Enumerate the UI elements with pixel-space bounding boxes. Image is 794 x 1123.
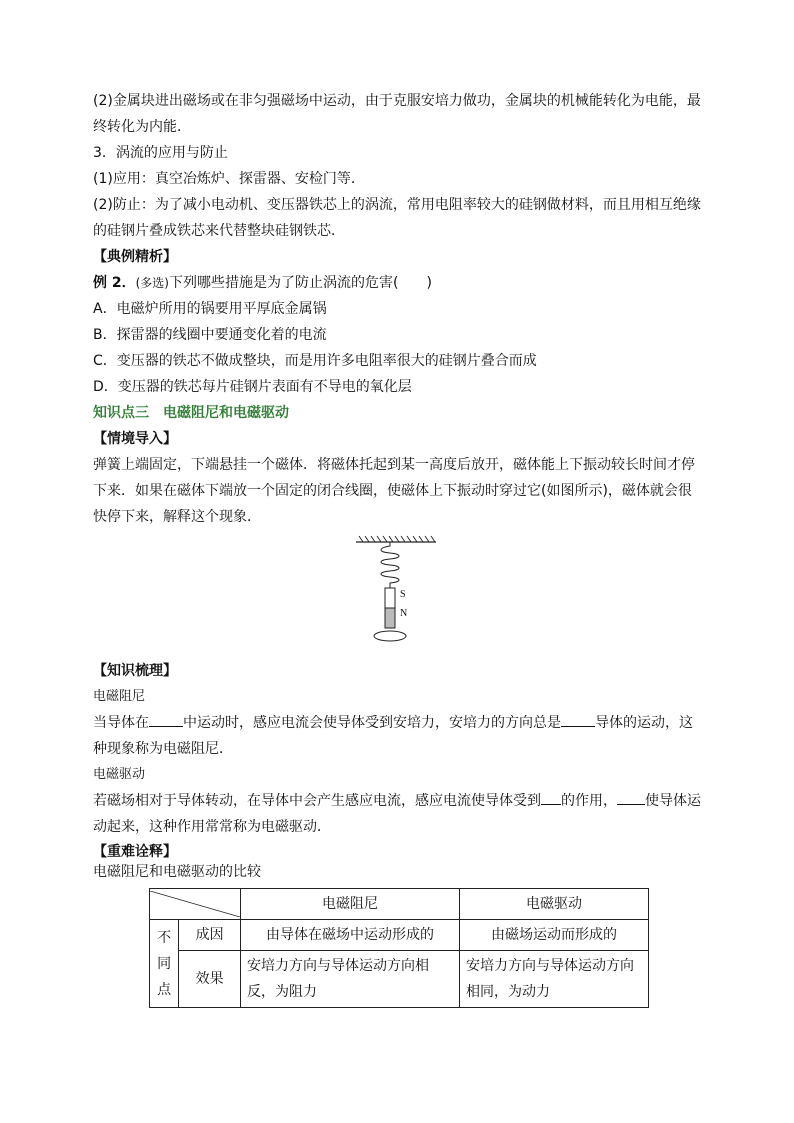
drive-title: 电磁驱动	[93, 767, 146, 782]
table-corner-cell	[150, 889, 241, 920]
cell-drive-effect: 安培力方向与导体运动方向相同，为动力	[460, 951, 649, 1008]
example-stem: 下列哪些措施是为了防止涡流的危害( )	[169, 275, 432, 291]
example-label: 例 2．	[93, 275, 136, 291]
drive-paragraph	[93, 788, 703, 840]
cell-damping-effect: 安培力方向与导体运动方向相反，为阻力	[241, 951, 460, 1008]
damping-text-c: 导体的运动，这种现象称为电磁阻尼．	[93, 715, 693, 757]
blank-field-2	[561, 712, 595, 727]
group-char-1: 不	[157, 929, 172, 946]
damping-title: 电磁阻尼	[93, 689, 146, 704]
example-question	[93, 270, 703, 296]
option-b: B．探雷器的线圈中要通变化着的电流	[93, 327, 327, 343]
row-label-effect: 效果	[179, 951, 241, 1008]
option-a: A．电磁炉所用的锅要用平厚底金属锅	[93, 301, 327, 317]
damping-text-b: 中运动时，感应电流会使导体受到安培力，安培力的方向总是	[183, 715, 561, 731]
key-heading: 【重难诠释】	[93, 844, 177, 860]
comparison-table	[149, 888, 649, 1008]
header-damping: 电磁阻尼	[241, 889, 460, 920]
header-drive: 电磁驱动	[460, 889, 649, 920]
review-heading: 【知识梳理】	[93, 663, 177, 679]
paragraph-prevention: (2)防止：为了减小电动机、变压器铁芯上的涡流，常用电阻率较大的硅钢做材料，而且用相互绝缘的硅钢片叠成铁芯来代替整块硅钢铁芯．	[93, 197, 701, 239]
paragraph-metal-block: (2)金属块进出磁场或在非匀强磁场中运动，由于克服安培力做功，金属块的机械能转化为电能，最终转化为内能．	[93, 93, 701, 135]
table-row	[150, 951, 649, 1008]
magnet-north-label: N	[400, 608, 408, 619]
compare-title: 电磁阻尼和电磁驱动的比较	[93, 864, 261, 880]
example-tag: (多选)	[135, 276, 169, 290]
drive-text-b: 的作用，	[561, 793, 617, 809]
heading-eddy-application: 3．涡流的应用与防止	[93, 145, 228, 161]
cell-drive-cause: 由磁场运动而形成的	[460, 920, 649, 951]
blank-field-1	[149, 712, 183, 727]
damping-paragraph	[93, 710, 703, 762]
cell-damping-cause: 由导体在磁场中运动形成的	[241, 920, 460, 951]
blank-field-4	[617, 790, 645, 805]
blank-field-3	[541, 790, 561, 805]
table-row	[150, 920, 649, 951]
group-char-3: 点	[157, 981, 172, 998]
intro-paragraph: 弹簧上端固定，下端悬挂一个磁体．将磁体托起到某一高度后放开，磁体能上下振动较长时间才停下来．如果在磁体下端放一个固定的闭合线圈，使磁体上下振动时穿过它(如图所示)，磁体就会很快停下来，解释这个现象．	[93, 457, 695, 525]
spring-magnet-diagram	[351, 532, 441, 652]
group-label-cell	[150, 920, 179, 1008]
row-label-cause: 成因	[179, 920, 241, 951]
example-heading: 【典例精析】	[93, 249, 177, 265]
group-char-2: 同	[157, 955, 172, 972]
spring-magnet-figure	[93, 530, 703, 658]
intro-heading: 【情境导入】	[93, 431, 177, 447]
table-header-row	[150, 889, 649, 920]
magnet-south-label: S	[400, 589, 406, 600]
option-c: C．变压器的铁芯不做成整块，而是用许多电阻率很大的硅钢片叠合而成	[93, 353, 537, 369]
damping-text-a: 当导体在	[93, 715, 149, 731]
option-d: D．变压器的铁芯每片硅钢片表面有不导电的氧化层	[93, 379, 412, 395]
drive-text-a: 若磁场相对于导体转动，在导体中会产生感应电流，感应电流使导体受到	[93, 793, 541, 809]
diagonal-line	[150, 891, 240, 917]
paragraph-application: (1)应用：真空冶炼炉、探雷器、安检门等．	[93, 171, 365, 187]
knowledge-point-title: 知识点三 电磁阻尼和电磁驱动	[93, 405, 289, 421]
document-page	[93, 88, 703, 1008]
drive-text-c: 使导体运动起来，这种作用常常称为电磁驱动．	[93, 793, 701, 835]
